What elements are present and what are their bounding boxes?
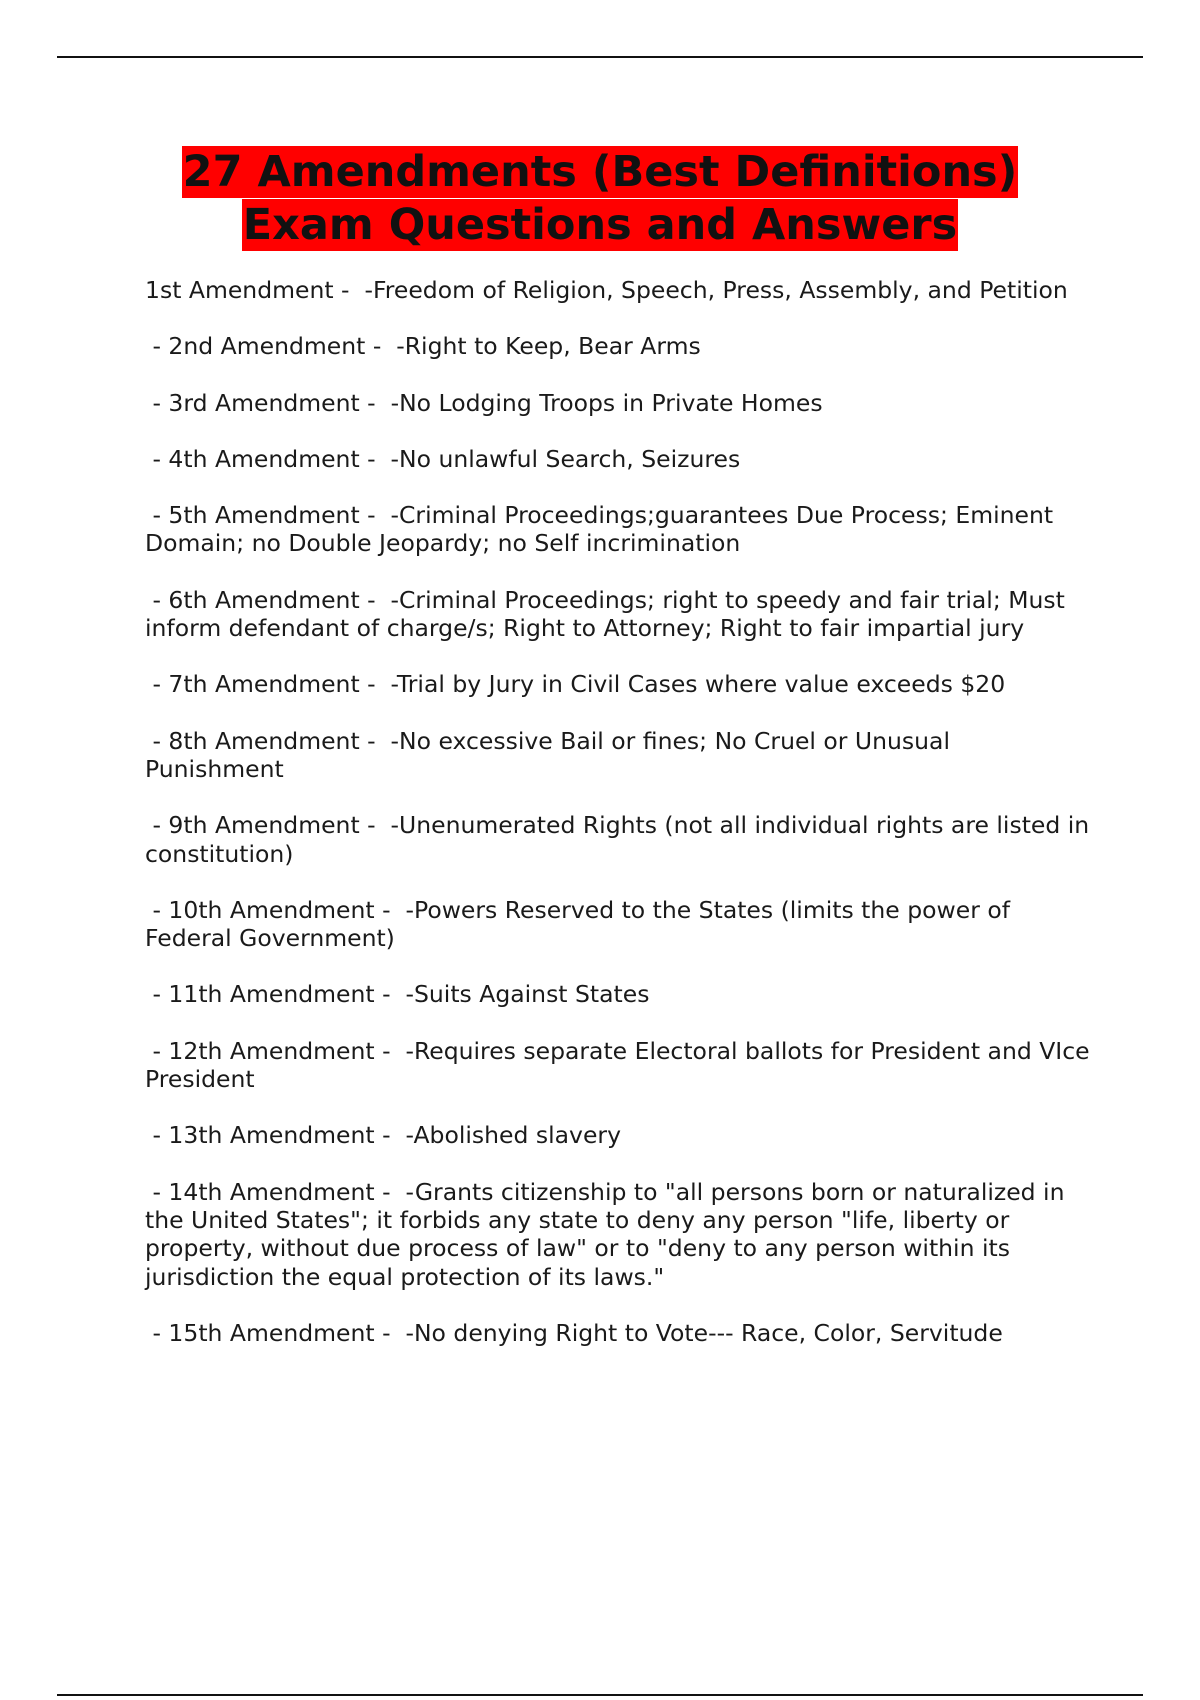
amendment-entry: - 6th Amendment - -Criminal Proceedings; right to speedy and fair trial; Must inform defendant of charge/s; Right to Attorney; Right to fair impartial jury	[145, 585, 1073, 643]
amendment-list	[145, 276, 1098, 1375]
amendment-entry: - 10th Amendment - -Powers Reserved to the States (limits the power of Federal Government)	[145, 895, 1018, 953]
amendment-entry: - 4th Amendment - -No unlawful Search, Seizures	[145, 444, 741, 473]
top-rule	[57, 56, 1143, 58]
amendment-entry: - 11th Amendment - -Suits Against States	[145, 980, 650, 1009]
amendment-entry: - 3rd Amendment - -No Lodging Troops in Private Homes	[145, 388, 823, 417]
amendment-entry: - 2nd Amendment - -Right to Keep, Bear Arms	[145, 332, 701, 361]
amendment-entry: - 8th Amendment - -No excessive Bail or fines; No Cruel or Unusual Punishment	[145, 726, 958, 783]
bottom-rule	[57, 1694, 1143, 1696]
amendment-entry: - 5th Amendment - -Criminal Proceedings;guarantees Due Process; Eminent Domain; no Double Jeopardy; no Self incrimination	[145, 501, 1061, 558]
amendment-entry: - 14th Amendment - -Grants citizenship to "all persons born or naturalized in the United States"; it forbids any state to deny any person "life, liberty or property, without due process of law" or to "deny to any person within its jurisdiction the equal protection of its laws."	[145, 1177, 1072, 1291]
amendment-entry: - 13th Amendment - -Abolished slavery	[145, 1121, 621, 1150]
amendment-entry: - 15th Amendment - -No denying Right to Vote--- Race, Color, Servitude	[145, 1318, 1003, 1347]
amendment-entry: 1st Amendment - -Freedom of Religion, Speech, Press, Assembly, and Petition	[145, 276, 1068, 304]
document-title	[0, 146, 1200, 252]
amendment-entry: - 7th Amendment - -Trial by Jury in Civil Cases where value exceeds $20	[145, 670, 1006, 699]
title-line-1: 27 Amendments (Best Definitions)	[182, 147, 1018, 197]
amendment-entry: - 12th Amendment - -Requires separate Electoral ballots for President and VIce President	[145, 1036, 1098, 1094]
title-line-2: Exam Questions and Answers	[242, 200, 958, 250]
amendment-entry: - 9th Amendment - -Unenumerated Rights (not all individual rights are listed in constitution)	[145, 811, 1097, 868]
